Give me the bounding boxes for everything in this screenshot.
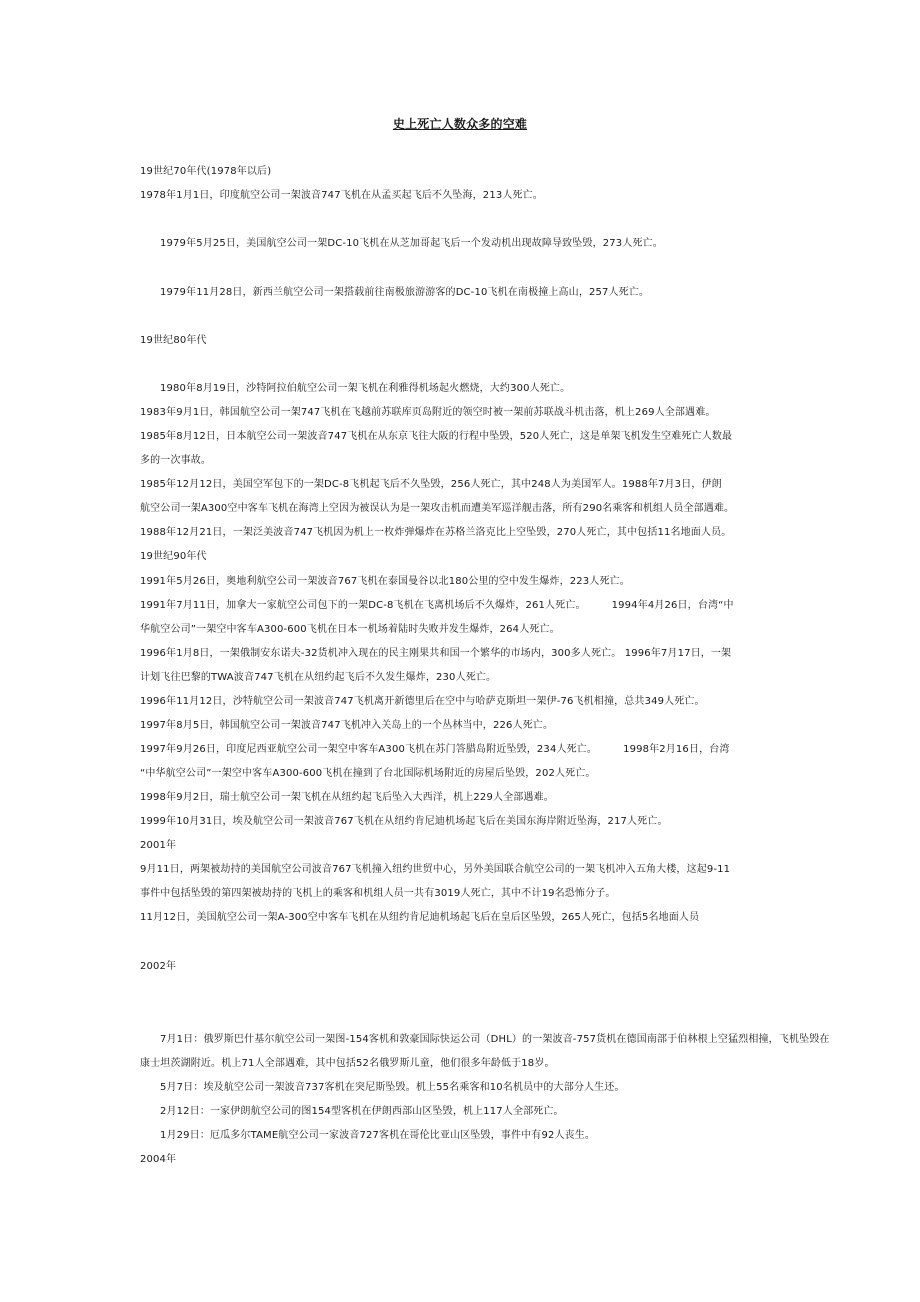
entry-1997-aug: 1997年8月5日，韩国航空公司一架波音747飞机冲入关岛上的一个丛林当中，226人死亡。 [140,720,554,731]
entry-2001-sep-line2: 事件中包括坠毁的第四架被劫持的飞机上的乘客和机组人员一共有3019人死亡，其中不计19名恐怖分子。 [140,888,616,899]
entry-1997-sep-text: 1997年9月26日，印度尼西亚航空公司一架空中客车A300飞机在苏门答腊岛附近坠毁，234人死亡。 [140,744,598,755]
section-heading-70s: 19世纪70年代(1978年以后) [140,166,272,177]
section-heading-80s: 19世纪80年代 [140,335,207,346]
entry-1994-apr-line2: 华航空公司”一架空中客车A300-600飞机在日本一机场着陆时失败并发生爆炸，264人死亡。 [140,624,560,635]
entry-1985-dec-line2: 航空公司一架A300空中客车飞机在海湾上空因为被误认为是一架攻击机而遭美军巡洋舰击落，所有290名乘客和机组人员全部遇难。 [140,503,735,514]
page-title: 史上死亡人数众多的空难 [392,117,528,131]
entry-1979-may: 1979年5月25日，美国航空公司一架DC-10飞机在从芝加哥起飞后一个发动机出现故障导致坠毁，273人死亡。 [160,238,663,249]
entry-1998-feb-line2: “中华航空公司”一架空中客车A300-600飞机在撞到了台北国际机场附近的房屋后坠毁，202人死亡。 [140,768,596,779]
entry-1985-aug-line2: 多的一次事故。 [140,455,212,466]
entry-1998-feb-text: 1998年2月16日，台湾 [623,744,730,755]
entry-1979-nov: 1979年11月28日，新西兰航空公司一架搭载前往南极旅游游客的DC-10飞机在南极撞上高山，257人死亡。 [160,287,650,298]
entry-1996-jul-line2: 计划飞往巴黎的TWA波音747飞机在从纽约起飞后不久发生爆炸，230人死亡。 [140,672,497,683]
entry-2002-jul-line2: 康士坦茨湖附近。机上71人全部遇难，其中包括52名俄罗斯儿童，他们很多年龄低于18岁。 [140,1058,555,1069]
entry-1998-sep: 1998年9月2日，瑞士航空公司一架飞机在从纽约起飞后坠入大西洋，机上229人全部遇难。 [140,792,554,803]
section-heading-2004: 2004年 [140,1154,177,1165]
entry-1978: 1978年1月1日，印度航空公司一架波音747飞机在从孟买起飞后不久坠海，213人死亡。 [140,190,543,201]
entry-1991-may: 1991年5月26日，奥地利航空公司一架波音767飞机在泰国曼谷以北180公里的空中发生爆炸，223人死亡。 [140,576,630,587]
entry-2001-sep-line1: 9月11日，两架被劫持的美国航空公司波音767飞机撞入纽约世贸中心，另外美国联合航空公司的一架飞机冲入五角大楼，这起9-11 [140,864,731,875]
entry-1988: 1988年12月21日，一架泛美波音747飞机因为机上一枚炸弹爆炸在苏格兰洛克比上空坠毁，270人死亡，其中包括11名地面人员。 [140,527,732,538]
entry-1994-apr-text: 1994年4月26日，台湾“中 [611,600,734,611]
entry-1983: 1983年9月1日，韩国航空公司一架747飞机在飞越前苏联库页岛附近的领空时被一架前苏联战斗机击落，机上269人全部遇难。 [140,407,716,418]
entry-1985-aug-line1: 1985年8月12日，日本航空公司一架波音747飞机在从东京飞往大阪的行程中坠毁，520人死亡，这是单架飞机发生空难死亡人数最 [140,431,733,442]
entry-1997-sep-line1 [140,743,730,757]
entry-2001-nov: 11月12日，美国航空公司一架A-300空中客车飞机在从纽约肯尼迪机场起飞后在皇后区坠毁，265人死亡，包括5名地面人员 [140,912,700,923]
entry-1991-jul-text: 1991年7月11日，加拿大一家航空公司包下的一架DC-8飞机在飞离机场后不久爆炸，261人死亡。 [140,600,586,611]
entry-1996-jan-line1: 1996年1月8日，一架俄制安东诺夫-32货机冲入现在的民主刚果共和国一个繁华的市场内，300多人死亡。 1996年7月17日，一架 [140,648,732,659]
entry-1996-nov: 1996年11月12日，沙特航空公司一架波音747飞机离开新德里后在空中与哈萨克斯坦一架伊-76飞机相撞，总共349人死亡。 [140,696,705,707]
entry-1999: 1999年10月31日，埃及航空公司一架波音767飞机在从纽约肯尼迪机场起飞后在美国东海岸附近坠海，217人死亡。 [140,816,668,827]
entry-1991-jul-line1 [140,599,734,613]
entry-1980: 1980年8月19日，沙特阿拉伯航空公司一架飞机在利雅得机场起火燃烧，大约300人死亡。 [160,383,571,394]
entry-1985-dec-line1: 1985年12月12日，美国空军包下的一架DC-8飞机起飞后不久坠毁，256人死亡，其中248人为美国军人。1988年7月3日，伊朗 [140,479,722,490]
entry-2002-jan: 1月29日：厄瓜多尔TAME航空公司一家波音727客机在哥伦比亚山区坠毁，事件中有92人丧生。 [160,1130,596,1141]
section-heading-2001: 2001年 [140,840,177,851]
entry-2002-jul-line1: 7月1日：俄罗斯巴什基尔航空公司一架图-154客机和敦豪国际快运公司（DHL）的一架波音-757货机在德国南部于伯林根上空猛烈相撞，飞机坠毁在 [160,1034,830,1045]
entry-2002-may: 5月7日：埃及航空公司一架波音737客机在突尼斯坠毁。机上55名乘客和10名机员中的大部分人生还。 [160,1082,625,1093]
section-heading-90s: 19世纪90年代 [140,551,207,562]
entry-2002-feb: 2月12日：一家伊朗航空公司的图154型客机在伊朗西部山区坠毁，机上117人全部死亡。 [160,1106,564,1117]
section-heading-2002: 2002年 [140,961,177,972]
